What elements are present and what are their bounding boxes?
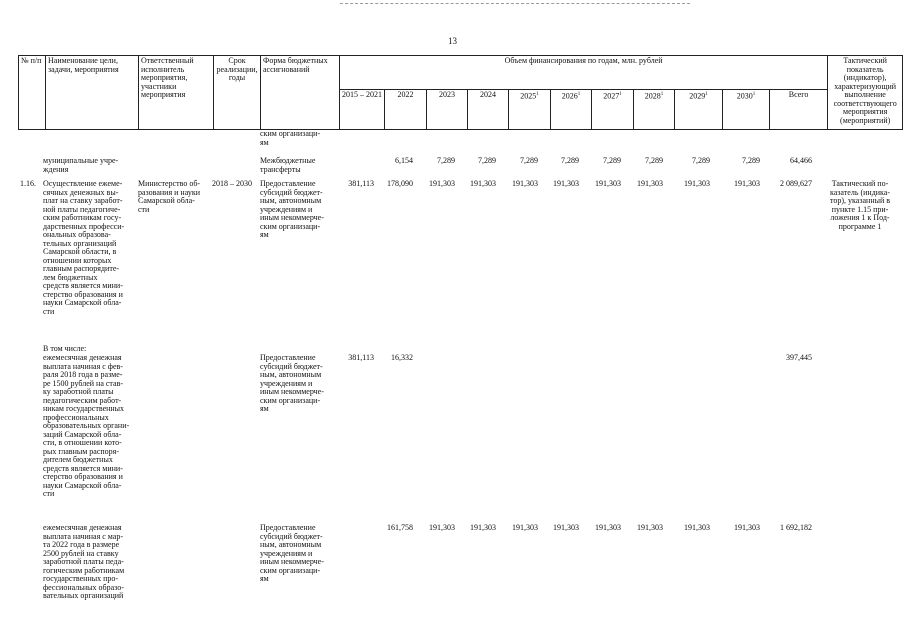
row-total: 2 089,627: [780, 179, 812, 188]
row-form-line: ским организаци-: [260, 129, 321, 138]
row-form-line: Предоставление: [260, 353, 316, 362]
row-value: 178,090: [387, 179, 413, 188]
row-name-line: профессиональных: [43, 412, 109, 422]
row-name-line: педагогическим работ-: [43, 395, 122, 405]
header-year: 2026$^1$: [551, 90, 592, 130]
row-total: 397,445: [786, 353, 812, 362]
row-value: 7,289: [478, 156, 496, 165]
row-name-line: Самарской области, в: [43, 247, 117, 256]
header-executor: Ответственный исполнитель мероприятия, участники мероприятия: [139, 56, 214, 130]
header-year: 2030$^1$: [723, 90, 770, 130]
row-value: 191,303: [470, 523, 496, 532]
header-year: 2029$^1$: [675, 90, 723, 130]
row-name-line: ной платы педагогиче-: [43, 204, 121, 214]
row-name-line: плат на ставку заработ-: [43, 196, 123, 205]
row-indicator-line: Тактический по-: [831, 179, 889, 188]
row-indicator-line: казатель (индика-: [829, 187, 891, 197]
row-form-line: иным некоммерче-: [260, 387, 324, 396]
row-name-line: сти: [43, 306, 55, 316]
row-value: 7,289: [645, 156, 663, 165]
row-number: 1.16.: [20, 179, 36, 188]
row-name-line: государственных про-: [43, 574, 119, 583]
row-executor-line: Самарской обла-: [138, 196, 195, 205]
row-form-line: субсидий бюджет-: [260, 361, 323, 371]
row-form-line: субсидий бюджет-: [260, 531, 323, 541]
row-value: 191,303: [637, 523, 663, 532]
page-number: 13: [448, 36, 457, 46]
row-name-line: раля 2018 года в разме-: [43, 370, 123, 379]
row-name-line: та 2022 года в размере: [43, 540, 120, 549]
row-form-line: ским организаци-: [260, 395, 321, 405]
header-no: № п/п: [19, 56, 46, 130]
row-name-line: отношении которых: [43, 255, 112, 265]
row-value: 191,303: [553, 179, 579, 188]
row-form-line: учреждениям и: [260, 548, 313, 558]
row-form-line: ям: [260, 574, 269, 583]
row-value: 191,303: [637, 179, 663, 188]
row-form-line: ным, автономным: [260, 370, 322, 379]
row-value: 191,303: [734, 179, 760, 188]
row-form-line: ям: [260, 404, 269, 413]
header-period: Срок реализации, годы: [214, 56, 261, 130]
year-footnote-mark: 1: [752, 92, 756, 97]
row-form-line: трансферты: [260, 164, 301, 174]
row-name-line: дарственных професси-: [43, 221, 125, 231]
header-year: 2027$^1$: [592, 90, 634, 130]
row-indicator-line: ложения 1 к Под-: [830, 213, 890, 222]
row-value: 6,154: [395, 156, 413, 165]
row-name-line: выплата начиная с мар-: [43, 531, 124, 541]
row-period: 2018 – 2030: [212, 179, 252, 188]
header-year: 2023: [427, 90, 468, 130]
row-name-line: ежемесячная денежная: [43, 353, 122, 362]
row-executor-line: сти: [138, 204, 150, 214]
row-form-line: Предоставление: [260, 179, 316, 188]
row-value: 381,113: [348, 179, 374, 188]
row-value: 191,303: [470, 179, 496, 188]
row-indicator-line: тор), указанный в: [829, 196, 891, 205]
row-name-line: лем бюджетных: [43, 272, 98, 282]
row-value: 7,289: [561, 156, 579, 165]
row-value: 7,289: [742, 156, 760, 165]
row-name-line: В том числе:: [43, 344, 87, 353]
row-name-line: ждения: [43, 164, 69, 174]
row-form-line: ским организаци-: [260, 221, 321, 231]
row-form-line: ным, автономным: [260, 196, 322, 205]
row-name-line: стерство образования и: [43, 472, 123, 481]
row-form-line: ским организаци-: [260, 565, 321, 575]
row-name-line: муниципальные учре-: [43, 156, 119, 165]
row-value: 191,303: [553, 523, 579, 532]
header-funding: Объем финансирования по годам, млн. рублей: [340, 56, 828, 90]
row-name-line: никам государственных: [43, 404, 125, 413]
row-name-line: сти: [43, 489, 55, 498]
row-name-line: рых главным распоря-: [43, 446, 120, 456]
row-value: 191,303: [512, 179, 538, 188]
row-total: 64,466: [790, 156, 812, 165]
row-form-line: ным, автономным: [260, 540, 322, 549]
header-indicator: Тактический показатель (индикатор), характеризующий выполнение соответствующего мероприятия (мероприятий): [828, 56, 903, 130]
row-value: 381,113: [348, 353, 374, 362]
row-name-line: вательных организаций: [43, 591, 124, 600]
header-year: 2015 – 2021: [340, 90, 385, 130]
row-name-line: сячных денежных вы-: [43, 187, 119, 197]
row-value: 191,303: [429, 179, 455, 188]
row-indicator-line: пункте 1.15 при-: [831, 204, 889, 214]
header-form: Форма бюджетных ассигнований: [261, 56, 340, 130]
row-name-line: выплата начиная с фев-: [43, 361, 123, 371]
row-name-line: средств является мини-: [43, 463, 123, 473]
row-name-line: тельных организаций: [43, 238, 117, 248]
row-value: 7,289: [603, 156, 621, 165]
year-footnote-mark: 1: [705, 92, 708, 97]
year-footnote-mark: 1: [577, 92, 581, 97]
row-value: 191,303: [512, 523, 538, 532]
header-year: 2022: [385, 90, 427, 130]
row-form-line: иным некоммерче-: [260, 557, 324, 566]
row-name-line: средств является мини-: [43, 281, 123, 290]
row-name-line: гогическим работникам: [43, 565, 125, 575]
row-value: 191,303: [734, 523, 760, 532]
row-name-line: главным распорядите-: [43, 264, 120, 273]
row-name-line: ским работникам госу-: [43, 213, 122, 222]
row-value: 191,303: [595, 179, 621, 188]
row-form-line: ям: [260, 230, 269, 239]
row-value: 16,332: [391, 353, 413, 362]
row-value: 191,303: [595, 523, 621, 532]
header-year: 2024: [468, 90, 509, 130]
row-form-line: иным некоммерче-: [260, 213, 324, 222]
header-total: Всего: [770, 90, 828, 130]
row-form-line: учреждениям и: [260, 378, 313, 388]
year-footnote-mark: 1: [536, 92, 539, 97]
row-name-line: ональных образова-: [43, 230, 111, 239]
row-name-line: ре 1500 рублей на став-: [43, 378, 124, 388]
row-name-line: науки Самарской обла-: [43, 480, 122, 490]
row-value: 7,289: [437, 156, 455, 165]
row-executor-line: разования и науки: [138, 187, 201, 197]
row-form-line: Межбюджетные: [260, 156, 316, 165]
row-value: 7,289: [692, 156, 710, 165]
row-form-line: учреждениям и: [260, 204, 313, 214]
row-form-line: ям: [260, 137, 269, 147]
header-year: 2025$^1$: [509, 90, 551, 130]
year-footnote-mark: 1: [619, 92, 622, 97]
header-year: 2028$^1$: [634, 90, 675, 130]
row-name-line: ежемесячная денежная: [43, 523, 122, 532]
row-name-line: фессиональных образо-: [43, 582, 124, 592]
row-name-line: заций Самарской обла-: [43, 429, 122, 439]
row-name-line: сти, в отношении кото-: [43, 438, 122, 447]
row-value: 191,303: [684, 179, 710, 188]
row-value: 161,758: [387, 523, 413, 532]
row-form-line: субсидий бюджет-: [260, 187, 323, 197]
row-indicator-line: программе 1: [838, 221, 882, 231]
row-name-line: науки Самарской обла-: [43, 298, 122, 307]
row-name-line: дителем бюджетных: [43, 455, 113, 464]
row-name-line: стерство образования и: [43, 289, 123, 299]
row-name-line: заработной платы педа-: [43, 557, 124, 566]
row-name-line: ку заработной платы: [43, 387, 114, 396]
row-total: 1 692,182: [780, 523, 812, 532]
row-name-line: образовательных органи-: [43, 421, 130, 430]
row-name-line: Осуществление ежеме-: [43, 179, 123, 188]
row-form-line: Предоставление: [260, 523, 316, 532]
row-value: 7,289: [520, 156, 538, 165]
row-value: 191,303: [429, 523, 455, 532]
year-footnote-mark: 1: [660, 92, 664, 97]
row-executor-line: Министерство об-: [138, 179, 201, 188]
row-value: 191,303: [684, 523, 710, 532]
row-name-line: 2500 рублей на ставку: [43, 548, 119, 558]
header-name: Наименование цели, задачи, мероприятия: [46, 56, 139, 130]
